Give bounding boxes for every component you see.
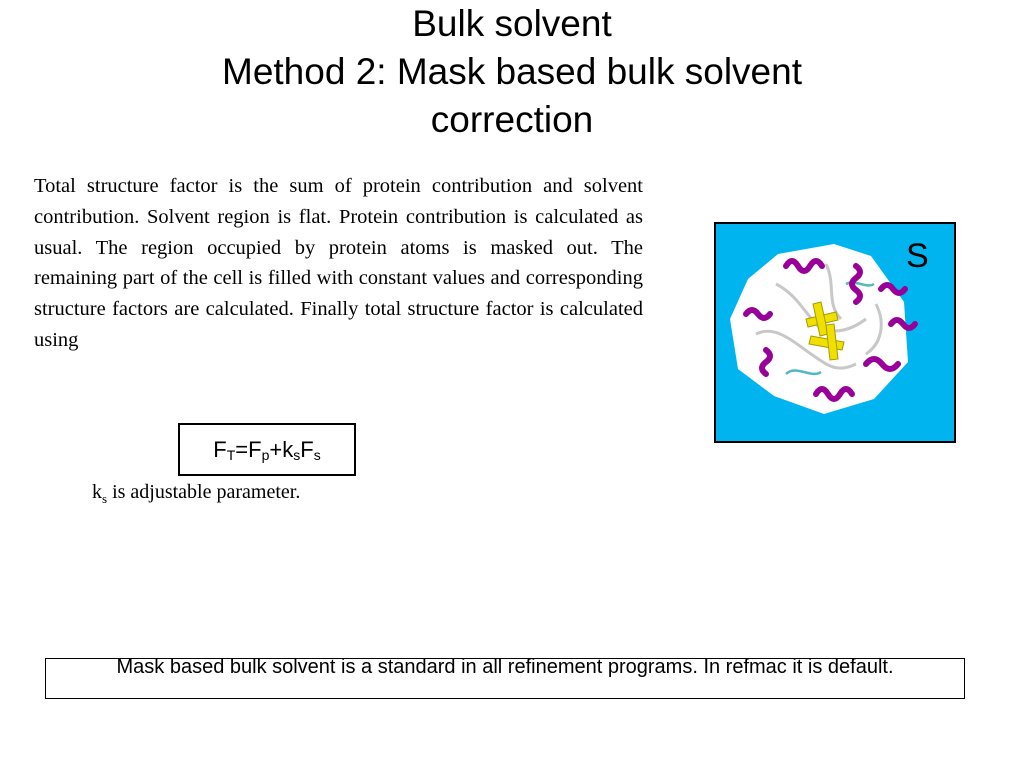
parameter-note: $k_s$ is adjustable parameter. [92, 481, 301, 506]
body-paragraph: Total structure factor is the sum of protein contribution and solvent contribution. Solvent region is flat. Protein contribution is calculated as usual. The region occupied by protein atoms is masked out. The remaining part of the cell is filled with constant values and corresponding structure factors are calculated. Finally total structure factor is calculated using [34, 175, 643, 351]
title-line-1: Bulk solvent [412, 3, 612, 44]
solvent-label: S [906, 237, 929, 275]
formula: $F_T=F_p+k_sF_s$ [213, 436, 321, 463]
footer-note: Mask based bulk solvent is a standard in all refinement programs. In refmac it is default. [116, 656, 894, 678]
title-line-3: correction [430, 99, 594, 140]
formula-box [178, 423, 356, 476]
slide-title [0, 0, 1024, 144]
title-line-2: Method 2: Mask based bulk solvent [222, 51, 802, 92]
